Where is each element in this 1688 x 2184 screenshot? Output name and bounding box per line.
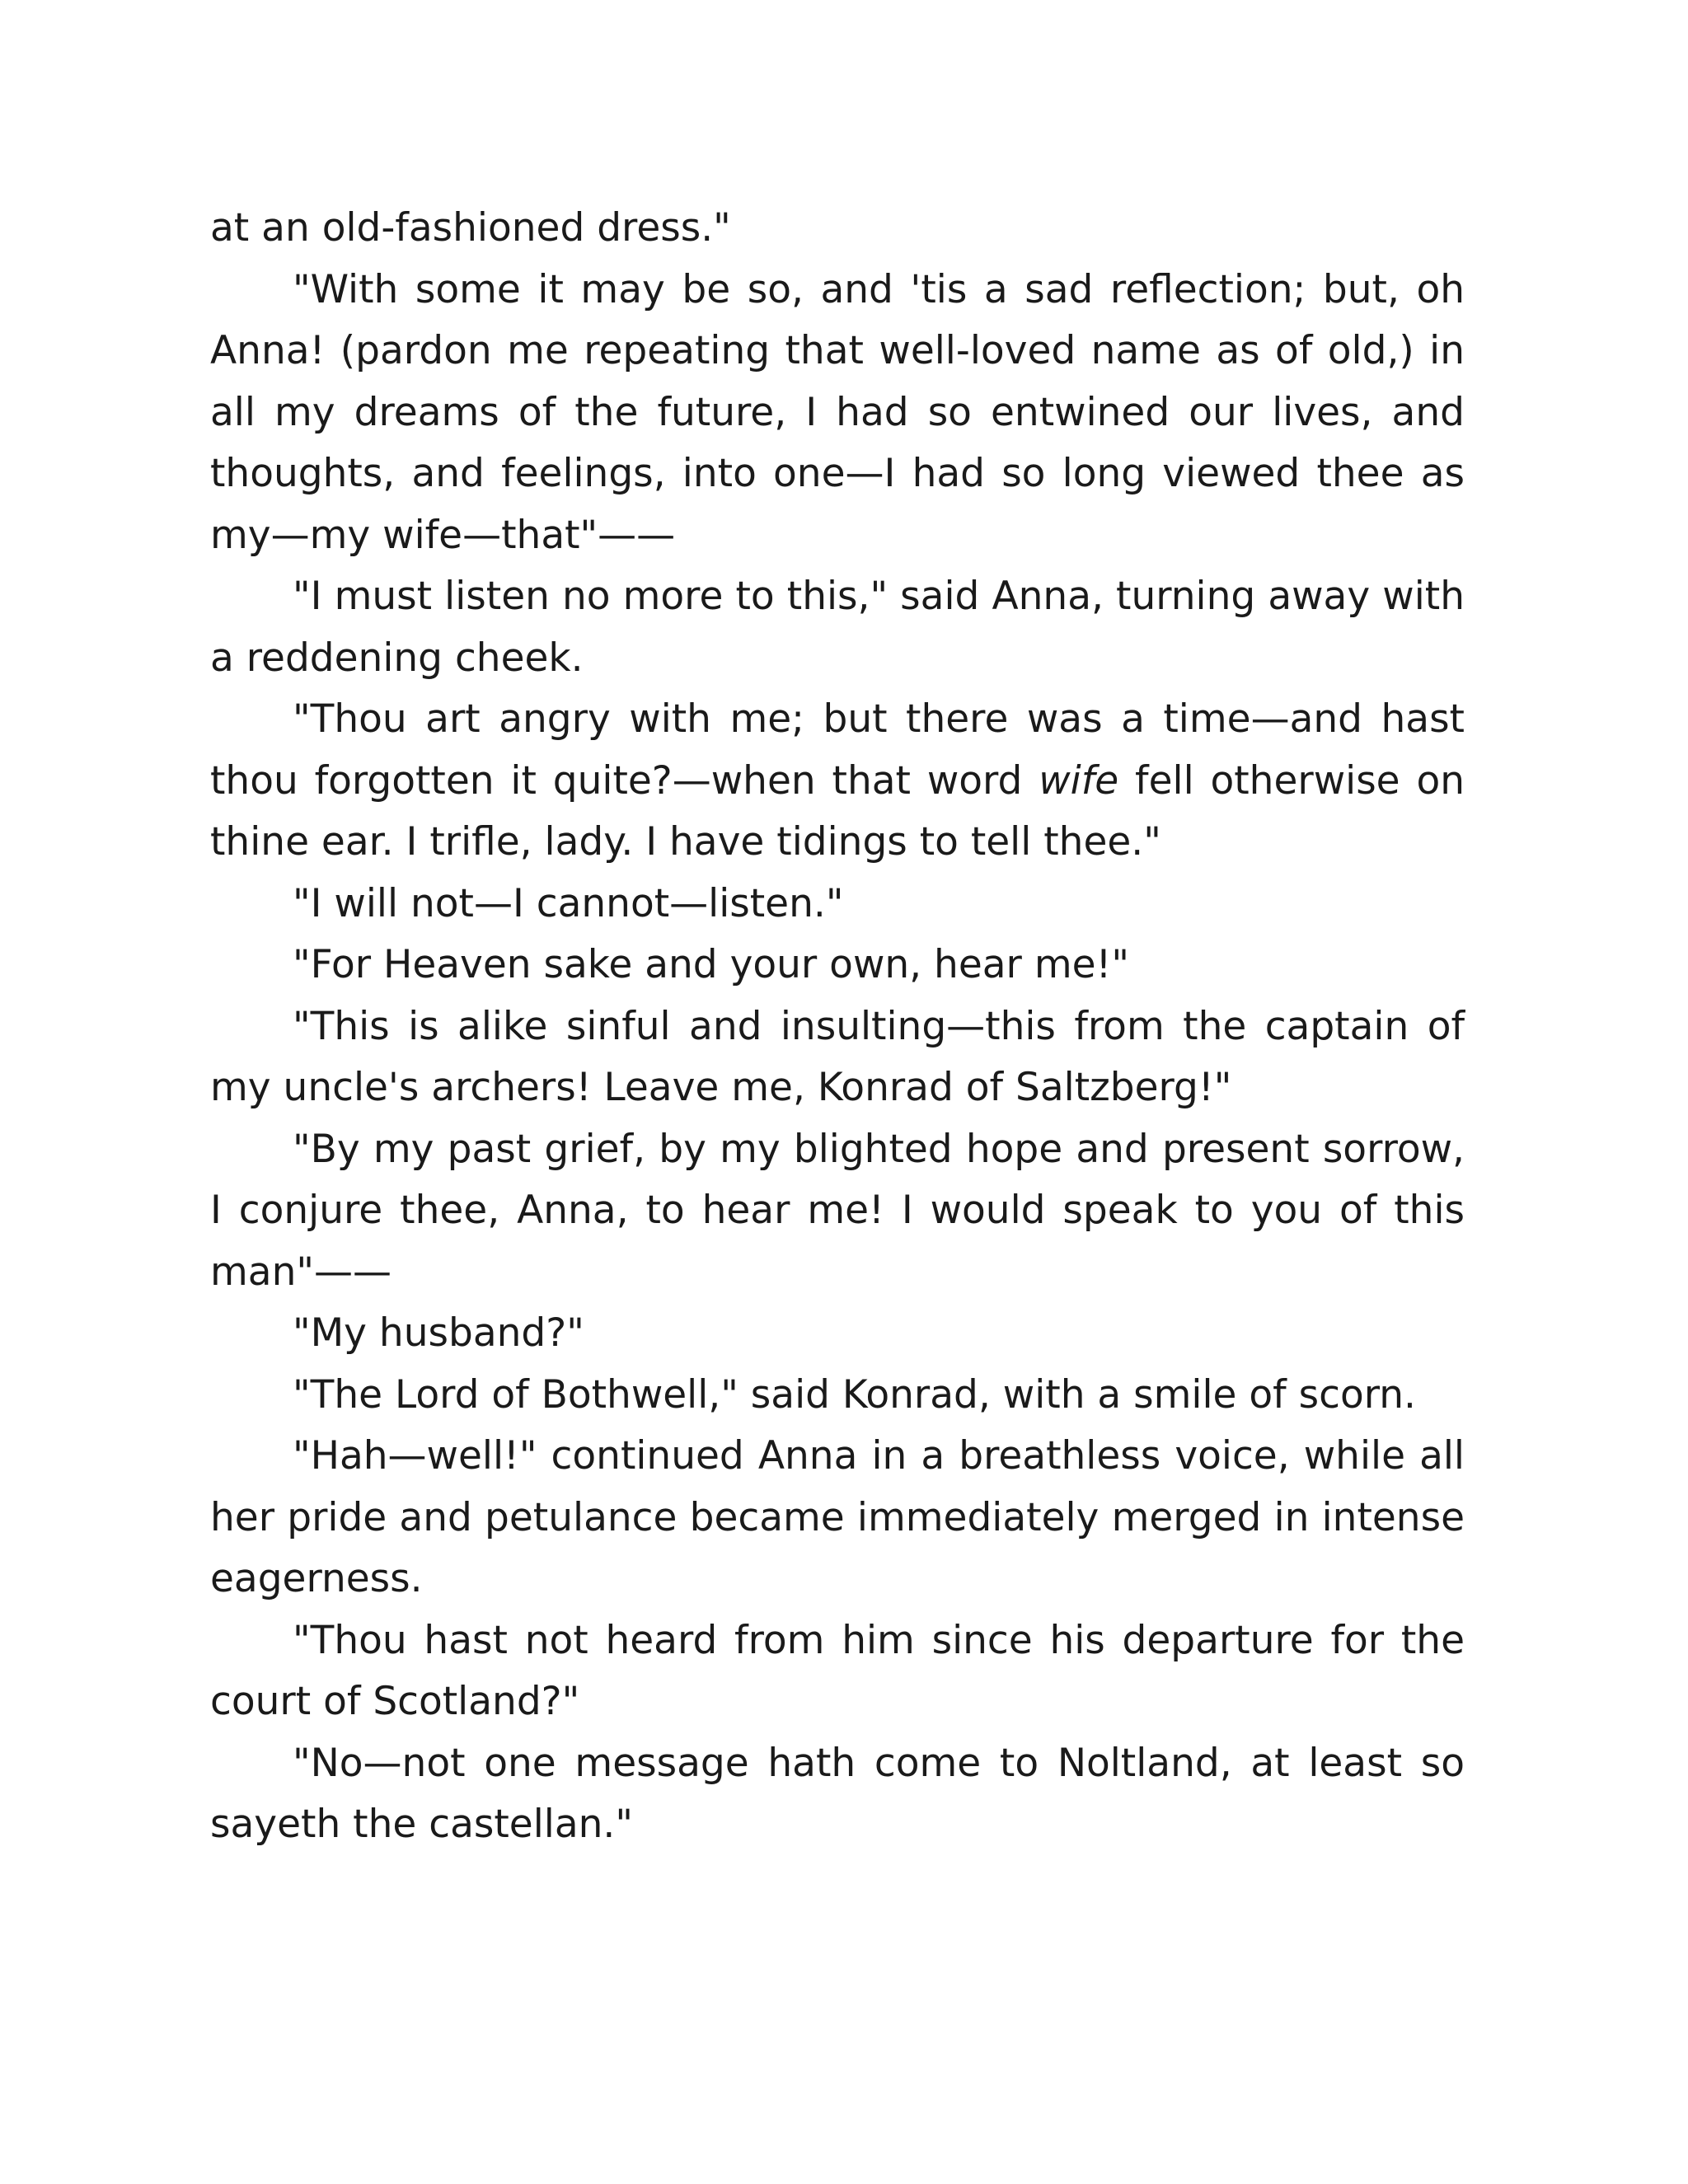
paragraph (210, 689, 1465, 874)
paragraph: "No—not one message hath come to Noltland, at least so sayeth the castellan." (210, 1740, 1465, 1847)
paragraph: "The Lord of Bothwell," said Konrad, with a smile of scorn. (293, 1371, 1416, 1418)
paragraph: "Hah—well!" continued Anna in a breathless voice, while all her pride and petulance became immediately merged in intense eagerness. (210, 1433, 1465, 1601)
paragraph: "My husband?" (293, 1310, 584, 1356)
paragraph: "This is alike sinful and insulting—this from the captain of my uncle's archers! Leave me, Konrad of Saltzberg!" (210, 1003, 1465, 1110)
paragraph: "For Heaven sake and your own, hear me!" (293, 942, 1129, 987)
paragraph: "I will not—I cannot—listen." (293, 880, 844, 926)
paragraph: "I must listen no more to this," said Anna, turning away with a reddening cheek. (210, 574, 1465, 681)
paragraph: "By my past grief, by my blighted hope and present sorrow, I conjure thee, Anna, to hear me! I would speak to you of this man"—— (210, 1126, 1465, 1295)
paragraph: "With some it may be so, and 'tis a sad reflection; but, oh Anna! (pardon me repeating that well-loved name as of old,) in all my dreams of the future, I had so entwined our lives, and thoughts, and feelings, into one—I had so long viewed thee as my—my wife—that"—— (210, 266, 1465, 558)
emphasized-word: wife (1039, 757, 1119, 804)
paragraph: "Thou hast not heard from him since his departure for the court of Scotland?" (210, 1617, 1465, 1724)
paragraph-continuation: at an old-fashioned dress." (210, 205, 731, 251)
paragraph-text: fell otherwise on thine ear. I trifle, lady. I have tidings to tell thee." (210, 757, 1465, 865)
paragraph-text: "Thou art angry with me; but there was a time—and hast thou forgotten it quite?—when that word (210, 696, 1465, 804)
body-text (210, 198, 1465, 1856)
